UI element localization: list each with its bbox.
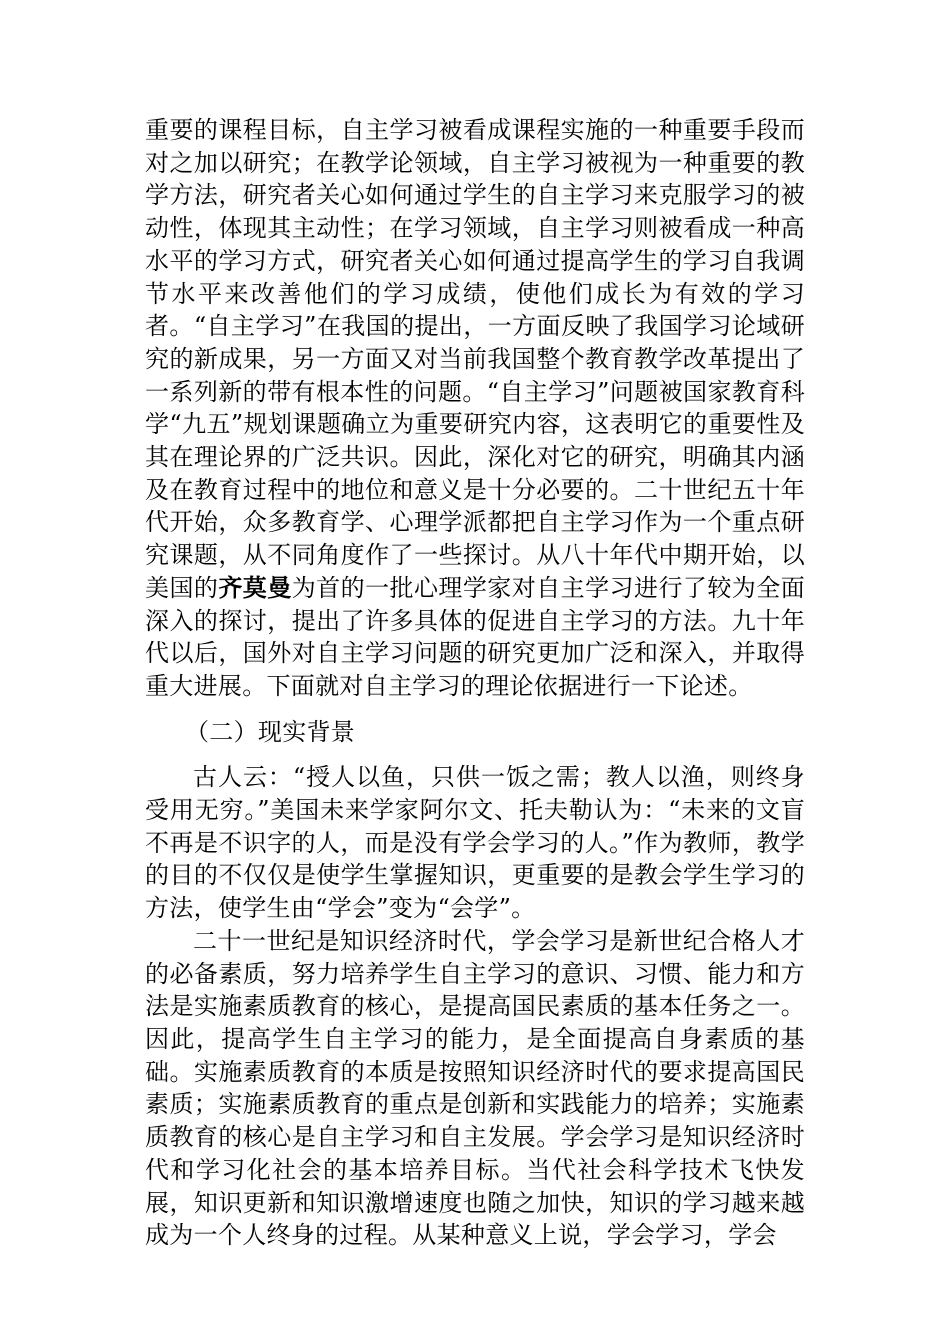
bold-name-text: 齐莫曼	[218, 572, 292, 602]
paragraph-continued	[145, 114, 805, 703]
paragraph-text: 重要的课程目标，自主学习被看成课程实施的一种重要手段而对之加以研究；在教学论领域，自主学习被视为一种重要的教学方法，研究者关心如何通过学生的自主学习来克服学习的被动性，体现其主动性；在学习领域，自主学习则被看成一种高水平的学习方式，研究者关心如何通过提高学生的学习自我调节水平来改善他们的学习成绩，使他们成长为有效的学习者。“自主学习”在我国的提出，一方面反映了我国学习论域研究的新成果，另一方面又对当前我国整个教育教学改革提出了一系列新的带有根本性的问题。“自主学习”问题被国家教育科学“九五”规划课题确立为重要研究内容，这表明它的重要性及其在理论界的广泛共识。因此，深化对它的研究，明确其内涵及在教育过程中的地位和意义是十分必要的。二十世纪五十年代开始，众多教育学、心理学派都把自主学习作为一个重点研究课题，从不同角度作了一些探讨。从八十年代中期开始，以美国的	[145, 116, 805, 602]
paragraph-quote: 古人云：“授人以鱼，只供一饭之需；教人以渔，则终身受用无穷。”美国未来学家阿尔文、托夫勒认为：“未来的文盲不再是不识字的人，而是没有学会学习的人。”作为教师，教学的目的不仅仅是使学生掌握知识，更重要的是教会学生学习的方法，使学生由“学会”变为“会学”。	[145, 763, 805, 923]
document-body	[145, 114, 805, 1252]
section-heading: （二）现实背景	[185, 717, 356, 746]
paragraph-text: 为首的一批心理学家对自主学习进行了较为全面深入的探讨，提出了许多具体的促进自主学习的方法。九十年代以后，国外对自主学习问题的研究更加广泛和深入，并取得重大进展。下面就对自主学习的理论依据进行一下论述。	[145, 573, 805, 700]
paragraph-knowledge-economy: 二十一世纪是知识经济时代，学会学习是新世纪合格人才的必备素质，努力培养学生自主学习的意识、习惯、能力和方法是实施素质教育的核心，是提高国民素质的基本任务之一。因此，提高学生自主学习的能力，是全面提高自身素质的基础。实施素质教育的本质是按照知识经济时代的要求提高国民素质；实施素质教育的重点是创新和实践能力的培养；实施素质教育的核心是自主学习和自主发展。学会学习是知识经济时代和学习化社会的基本培养目标。当代社会科学技术飞快发展，知识更新和知识激增速度也随之加快，知识的学习越来越成为一个人终身的过程。从某种意义上说，学会学习，学会	[145, 926, 805, 1250]
